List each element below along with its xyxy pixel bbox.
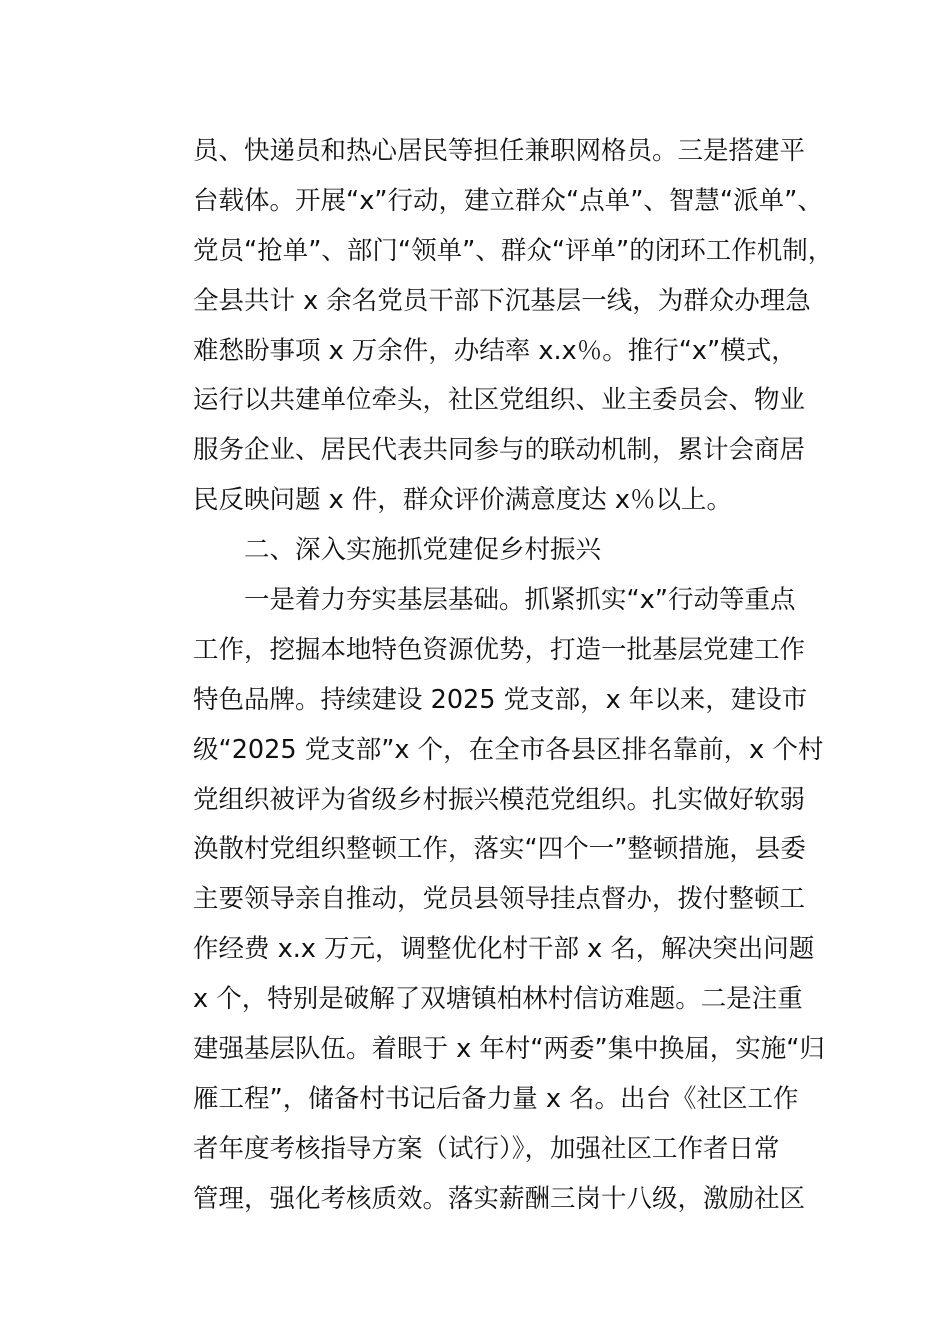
text-line: 员、快递员和热心居民等担任兼职网格员。三是搭建平 <box>193 136 806 166</box>
text-line: 工作，挖掘本地特色资源优势，打造一批基层党建工作 <box>193 634 806 665</box>
text-line: 党组织被评为省级乡村振兴模范党组织。扎实做好软弱 <box>193 784 806 815</box>
text-line: 难愁盼事项 x 万余件，办结率 x.x％。推行“x”模式， <box>193 335 797 366</box>
text-line: 民反映问题 x 件，群众评价满意度达 x％以上。 <box>193 485 732 516</box>
text-line: x 个，特别是破解了双塘镇柏林村信访难题。二是注重 <box>193 984 803 1015</box>
text-line: 管理，强化考核质效。落实薪酬三岗十八级，激励社区 <box>193 1183 806 1214</box>
body-text <box>193 127 834 1225</box>
text-line: 全县共计 x 余名党员干部下沉基层一线，为群众办理急 <box>193 285 811 316</box>
text-line: 服务企业、居民代表共同参与的联动机制，累计会商居 <box>193 435 806 466</box>
text-line: 涣散村党组织整顿工作，落实“四个一”整顿措施，县委 <box>193 834 806 865</box>
text-line: 级“2025 党支部”x 个，在全市各县区排名靠前，x 个村 <box>193 734 824 765</box>
text-line: 台载体。开展“x”行动，建立群众“点单”、智慧“派单”、 <box>193 185 823 216</box>
text-line: 雁工程”，储备村书记后备力量 x 名。出台《社区工作 <box>193 1083 799 1114</box>
section-heading: 二、深入实施抓党建促乡村振兴 <box>244 535 602 566</box>
paragraph-start-line: 一是着力夯实基层基础。抓紧抓实“x”行动等重点 <box>244 585 796 616</box>
text-line: 者年度考核指导方案（试行）》，加强社区工作者日常 <box>193 1133 780 1164</box>
text-line: 主要领导亲自推动，党员县领导挂点督办，拨付整顿工 <box>193 884 806 915</box>
text-line: 作经费 x.x 万元，调整优化村干部 x 名，解决突出问题 <box>193 934 815 965</box>
text-line: 运行以共建单位牵头，社区党组织、业主委员会、物业 <box>193 385 806 416</box>
text-line: 特色品牌。持续建设 2025 党支部，x 年以来，建设市 <box>193 684 808 715</box>
text-line: 建强基层队伍。着眼于 x 年村“两委”集中换届，实施“归 <box>193 1034 825 1065</box>
text-line: 党员“抢单”、部门“领单”、群众“评单”的闭环工作机制， <box>193 235 834 266</box>
